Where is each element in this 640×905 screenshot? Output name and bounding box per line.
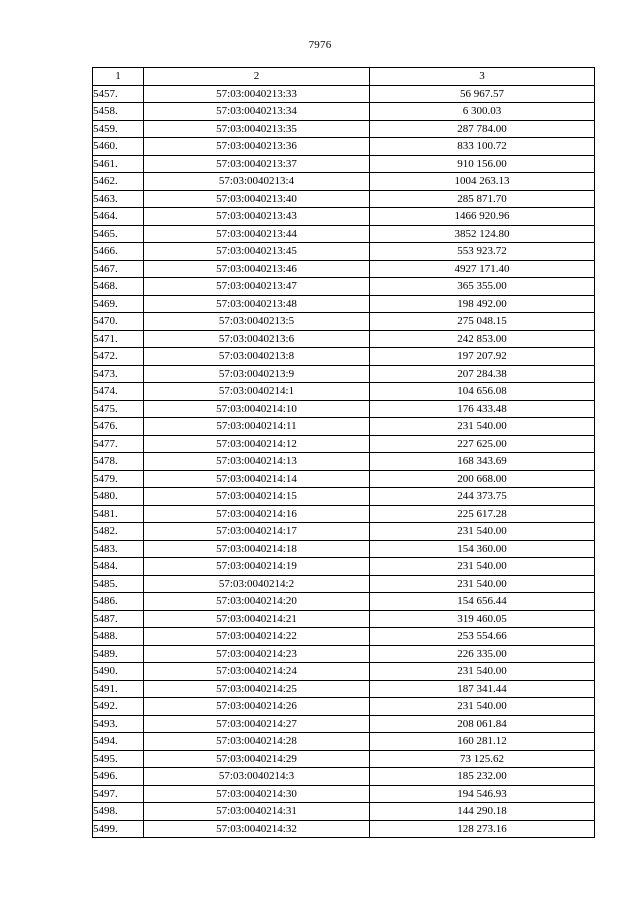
table-row [93,453,595,471]
row-number-cell: 5460. [93,138,144,156]
cadastral-number-cell: 57:03:0040214:1 [144,383,370,401]
table-row [93,400,595,418]
row-number-cell: 5486. [93,593,144,611]
table-row [93,418,595,436]
row-number-cell: 5467. [93,260,144,278]
table-row [93,698,595,716]
row-number-cell: 5492. [93,698,144,716]
table-row [93,330,595,348]
table-row [93,488,595,506]
table-row [93,523,595,541]
row-number-cell: 5457. [93,85,144,103]
table-row [93,225,595,243]
table-row [93,768,595,786]
cadastral-value-cell: 319 460.05 [370,610,595,628]
cadastral-number-cell: 57:03:0040214:19 [144,558,370,576]
cadastral-number-cell: 57:03:0040213:33 [144,85,370,103]
row-number-cell: 5499. [93,820,144,838]
cadastral-value-cell: 3852 124.80 [370,225,595,243]
cadastral-number-cell: 57:03:0040213:9 [144,365,370,383]
cadastral-value-cell: 226 335.00 [370,645,595,663]
cadastral-value-cell: 154 360.00 [370,540,595,558]
column-header-value: 3 [370,68,595,86]
cadastral-number-cell: 57:03:0040214:3 [144,768,370,786]
table-row [93,85,595,103]
row-number-cell: 5490. [93,663,144,681]
row-number-cell: 5472. [93,348,144,366]
table-row [93,645,595,663]
table-row [93,190,595,208]
cadastral-value-cell: 208 061.84 [370,715,595,733]
row-number-cell: 5468. [93,278,144,296]
cadastral-value-cell: 1466 920.96 [370,208,595,226]
cadastral-number-cell: 57:03:0040213:44 [144,225,370,243]
cadastral-value-table [92,67,595,838]
row-number-cell: 5471. [93,330,144,348]
row-number-cell: 5473. [93,365,144,383]
row-number-cell: 5466. [93,243,144,261]
cadastral-value-cell: 553 923.72 [370,243,595,261]
table-row [93,435,595,453]
row-number-cell: 5482. [93,523,144,541]
cadastral-number-cell: 57:03:0040214:2 [144,575,370,593]
cadastral-number-cell: 57:03:0040214:18 [144,540,370,558]
cadastral-value-cell: 144 290.18 [370,803,595,821]
cadastral-number-cell: 57:03:0040213:43 [144,208,370,226]
row-number-cell: 5480. [93,488,144,506]
row-number-cell: 5491. [93,680,144,698]
row-number-cell: 5461. [93,155,144,173]
table-body [93,85,595,838]
cadastral-value-cell: 185 232.00 [370,768,595,786]
table-row [93,295,595,313]
table-header-row [93,68,595,86]
cadastral-value-cell: 227 625.00 [370,435,595,453]
row-number-cell: 5469. [93,295,144,313]
cadastral-value-cell: 56 967.57 [370,85,595,103]
cadastral-number-cell: 57:03:0040213:34 [144,103,370,121]
cadastral-number-cell: 57:03:0040214:24 [144,663,370,681]
row-number-cell: 5476. [93,418,144,436]
cadastral-number-cell: 57:03:0040213:46 [144,260,370,278]
cadastral-value-cell: 833 100.72 [370,138,595,156]
table-row [93,715,595,733]
table-row [93,785,595,803]
cadastral-value-cell: 231 540.00 [370,523,595,541]
cadastral-value-cell: 231 540.00 [370,575,595,593]
cadastral-number-cell: 57:03:0040214:26 [144,698,370,716]
table-row [93,155,595,173]
row-number-cell: 5477. [93,435,144,453]
cadastral-number-cell: 57:03:0040214:20 [144,593,370,611]
cadastral-number-cell: 57:03:0040214:15 [144,488,370,506]
row-number-cell: 5496. [93,768,144,786]
table-row [93,750,595,768]
cadastral-number-cell: 57:03:0040214:32 [144,820,370,838]
cadastral-value-cell: 207 284.38 [370,365,595,383]
row-number-cell: 5462. [93,173,144,191]
cadastral-value-cell: 160 281.12 [370,733,595,751]
cadastral-value-cell: 231 540.00 [370,698,595,716]
cadastral-number-cell: 57:03:0040213:5 [144,313,370,331]
column-header-number: 1 [93,68,144,86]
cadastral-number-cell: 57:03:0040213:35 [144,120,370,138]
row-number-cell: 5465. [93,225,144,243]
table-row [93,365,595,383]
table-row [93,558,595,576]
cadastral-value-cell: 285 871.70 [370,190,595,208]
cadastral-number-cell: 57:03:0040214:27 [144,715,370,733]
cadastral-number-cell: 57:03:0040214:10 [144,400,370,418]
table-row [93,610,595,628]
row-number-cell: 5463. [93,190,144,208]
cadastral-value-cell: 168 343.69 [370,453,595,471]
table-row [93,628,595,646]
cadastral-number-cell: 57:03:0040214:31 [144,803,370,821]
cadastral-number-cell: 57:03:0040214:25 [144,680,370,698]
table-row [93,383,595,401]
row-number-cell: 5458. [93,103,144,121]
cadastral-value-cell: 104 656.08 [370,383,595,401]
cadastral-number-cell: 57:03:0040213:48 [144,295,370,313]
row-number-cell: 5481. [93,505,144,523]
cadastral-number-cell: 57:03:0040214:29 [144,750,370,768]
table-row [93,505,595,523]
row-number-cell: 5483. [93,540,144,558]
cadastral-number-cell: 57:03:0040214:21 [144,610,370,628]
cadastral-number-cell: 57:03:0040213:37 [144,155,370,173]
cadastral-value-cell: 200 668.00 [370,470,595,488]
table-row [93,663,595,681]
cadastral-number-cell: 57:03:0040214:23 [144,645,370,663]
cadastral-value-cell: 4927 171.40 [370,260,595,278]
cadastral-value-cell: 197 207.92 [370,348,595,366]
cadastral-value-cell: 231 540.00 [370,418,595,436]
table-row [93,120,595,138]
table-row [93,348,595,366]
table-row [93,733,595,751]
cadastral-value-cell: 194 546.93 [370,785,595,803]
cadastral-number-cell: 57:03:0040213:4 [144,173,370,191]
table-row [93,803,595,821]
row-number-cell: 5474. [93,383,144,401]
table-row [93,138,595,156]
cadastral-value-cell: 242 853.00 [370,330,595,348]
row-number-cell: 5488. [93,628,144,646]
table-row [93,313,595,331]
row-number-cell: 5464. [93,208,144,226]
cadastral-number-cell: 57:03:0040213:45 [144,243,370,261]
cadastral-value-cell: 253 554.66 [370,628,595,646]
cadastral-value-cell: 244 373.75 [370,488,595,506]
row-number-cell: 5498. [93,803,144,821]
cadastral-number-cell: 57:03:0040214:30 [144,785,370,803]
cadastral-number-cell: 57:03:0040214:16 [144,505,370,523]
cadastral-value-cell: 6 300.03 [370,103,595,121]
table-row [93,593,595,611]
row-number-cell: 5479. [93,470,144,488]
row-number-cell: 5494. [93,733,144,751]
cadastral-value-cell: 154 656.44 [370,593,595,611]
table-row [93,540,595,558]
cadastral-number-cell: 57:03:0040214:14 [144,470,370,488]
row-number-cell: 5475. [93,400,144,418]
cadastral-value-cell: 910 156.00 [370,155,595,173]
cadastral-number-cell: 57:03:0040214:22 [144,628,370,646]
table-row [93,243,595,261]
table-row [93,173,595,191]
cadastral-value-cell: 128 273.16 [370,820,595,838]
row-number-cell: 5495. [93,750,144,768]
cadastral-value-cell: 365 355.00 [370,278,595,296]
row-number-cell: 5459. [93,120,144,138]
row-number-cell: 5485. [93,575,144,593]
cadastral-number-cell: 57:03:0040213:40 [144,190,370,208]
row-number-cell: 5487. [93,610,144,628]
row-number-cell: 5493. [93,715,144,733]
row-number-cell: 5478. [93,453,144,471]
column-header-cadastral-number: 2 [144,68,370,86]
table-row [93,470,595,488]
row-number-cell: 5484. [93,558,144,576]
cadastral-number-cell: 57:03:0040214:28 [144,733,370,751]
table-row [93,680,595,698]
table-row [93,575,595,593]
table-row [93,820,595,838]
cadastral-number-cell: 57:03:0040213:8 [144,348,370,366]
table-row [93,208,595,226]
cadastral-number-cell: 57:03:0040214:12 [144,435,370,453]
cadastral-number-cell: 57:03:0040213:36 [144,138,370,156]
cadastral-value-cell: 225 617.28 [370,505,595,523]
table-row [93,278,595,296]
cadastral-value-cell: 231 540.00 [370,663,595,681]
cadastral-value-cell: 287 784.00 [370,120,595,138]
table-row [93,260,595,278]
cadastral-value-cell: 176 433.48 [370,400,595,418]
cadastral-number-cell: 57:03:0040213:47 [144,278,370,296]
cadastral-value-cell: 187 341.44 [370,680,595,698]
cadastral-value-cell: 231 540.00 [370,558,595,576]
row-number-cell: 5489. [93,645,144,663]
cadastral-number-cell: 57:03:0040213:6 [144,330,370,348]
cadastral-number-cell: 57:03:0040214:13 [144,453,370,471]
cadastral-number-cell: 57:03:0040214:11 [144,418,370,436]
cadastral-number-cell: 57:03:0040214:17 [144,523,370,541]
row-number-cell: 5470. [93,313,144,331]
table-row [93,103,595,121]
cadastral-value-cell: 1004 263.13 [370,173,595,191]
page-number: 7976 [308,39,332,51]
row-number-cell: 5497. [93,785,144,803]
cadastral-value-cell: 198 492.00 [370,295,595,313]
cadastral-value-cell: 275 048.15 [370,313,595,331]
cadastral-value-cell: 73 125.62 [370,750,595,768]
